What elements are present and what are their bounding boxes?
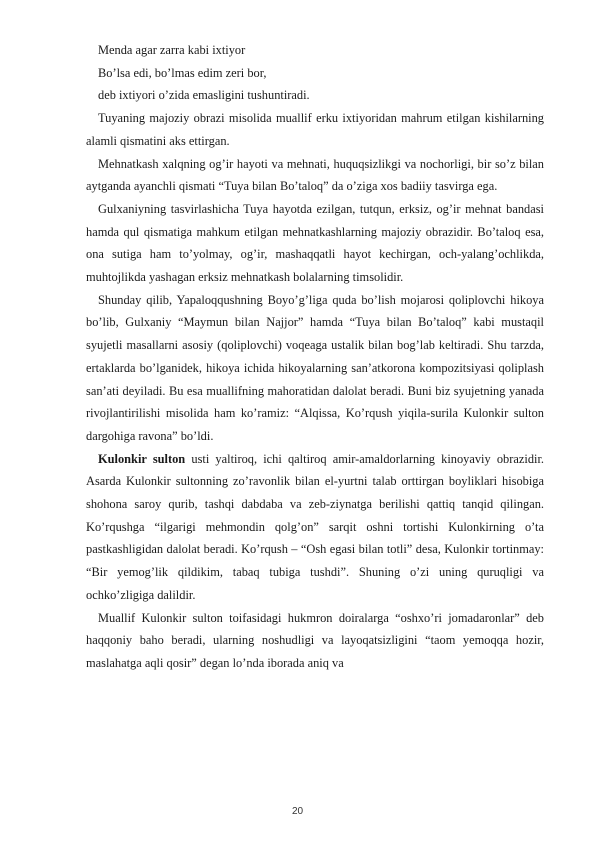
paragraph-kulonkir bbox=[86, 448, 544, 607]
kulonkir-sulton-term: Kulonkir sulton bbox=[98, 451, 186, 466]
paragraph-4: Shunday qilib, Yapaloqqushning Boyo’g’liga quda bo’lish mojarosi qoliplovchi hikoya bo’lib, Gulxaniy “Maymun bilan Najjor” hamda “Tuya bilan Bo’taloq” kabi mustaqil syujetli masallarni asosiy (qoliplovchi) voqeaga ustalik bilan bog’lab keltiradi. Shu tarzda, ertaklarda bo’lganidek, hikoya ichida hikoyalarning san’atkorona kompozitsiyasi qoliplash san’ati deyiladi. Bu esa muallifning mahoratidan dalolat beradi. Buni biz syujetning yanada rivojlantirilishi misolida ham ko’ramiz: “Alqissa, Ko’rqush yiqila-surila Kulonkir sulton dargohiga ravona” bo’ldi. bbox=[86, 292, 544, 443]
page-number: 20 bbox=[291, 806, 304, 817]
verse-line-2: Bo’lsa edi, bo’lmas edim zeri bor, bbox=[98, 65, 267, 80]
paragraph-2: Mehnatkash xalqning og’ir hayoti va mehnati, huquqsizlikgi va nochorligi, bir so’z bilan aytganda ayanchli qismati “Tuya bilan Bo’taloq” da o’ziga xos badiiy tasvirga ega. bbox=[86, 156, 544, 194]
verse-line-3: deb ixtiyori o’zida emasligini tushuntiradi. bbox=[98, 88, 310, 103]
paragraph-3: Gulxaniyning tasvirlashicha Tuya hayotda ezilgan, tutqun, erksiz, og’ir mehnat bandasi hamda qul qismatiga mahkum etilgan mehnatkashlarning majoziy obrazidir. Bo’taloq esa, ona sutiga ham to’yolmay, og’ir, mashaqqatli hayot kechirgan, och-yalang’ochlikda, muhtojlikda yashagan erksiz mehnatkash bolalarning timsolidir. bbox=[86, 201, 544, 285]
verse-line-1: Menda agar zarra kabi ixtiyor bbox=[98, 43, 246, 57]
paragraph-1: Tuyaning majoziy obrazi misolida muallif erku ixtiyoridan mahrum etilgan kishilarning alamli qismatini aks ettirgan. bbox=[86, 111, 544, 148]
kulonkir-paragraph-text: usti yaltiroq, ichi qaltiroq amir-amaldorlarning kinoyaviy obrazidir. Asarda Kulonkir sultonning zo’ravonlik bilan el-yurtni talab orttirgan boyliklari hisobiga shohona saroy qurib, tashqi dabdaba va zeb-ziynatga berilishi qattiq tanqid qilingan. Ko’rqushga “ilgarigi mehmondin qolg’on” sarqit oshni tortishi Kulonkirning o’ta pastkashligidan dalolat beradi. Ko’rqush – “Osh egasi bilan totli” desa, Kulonkir tortinmay: “Bir yemog’lik qildikim, tabaq tubiga tushdi”. Shuning o’zi uning quruqligi va ochko’zligiga dalildir. bbox=[86, 451, 544, 602]
paragraph-last: Muallif Kulonkir sulton toifasidagi hukmron doiralarga “oshxo’ri jomadaronlar” deb haqqoniy baho beradi, ularning noshudligi va layoqatsizligini “taom yemoqqa hozir, maslahatga aqli qosir” degan lo’nda iborada aniq va bbox=[86, 610, 544, 670]
body-text bbox=[86, 39, 544, 675]
